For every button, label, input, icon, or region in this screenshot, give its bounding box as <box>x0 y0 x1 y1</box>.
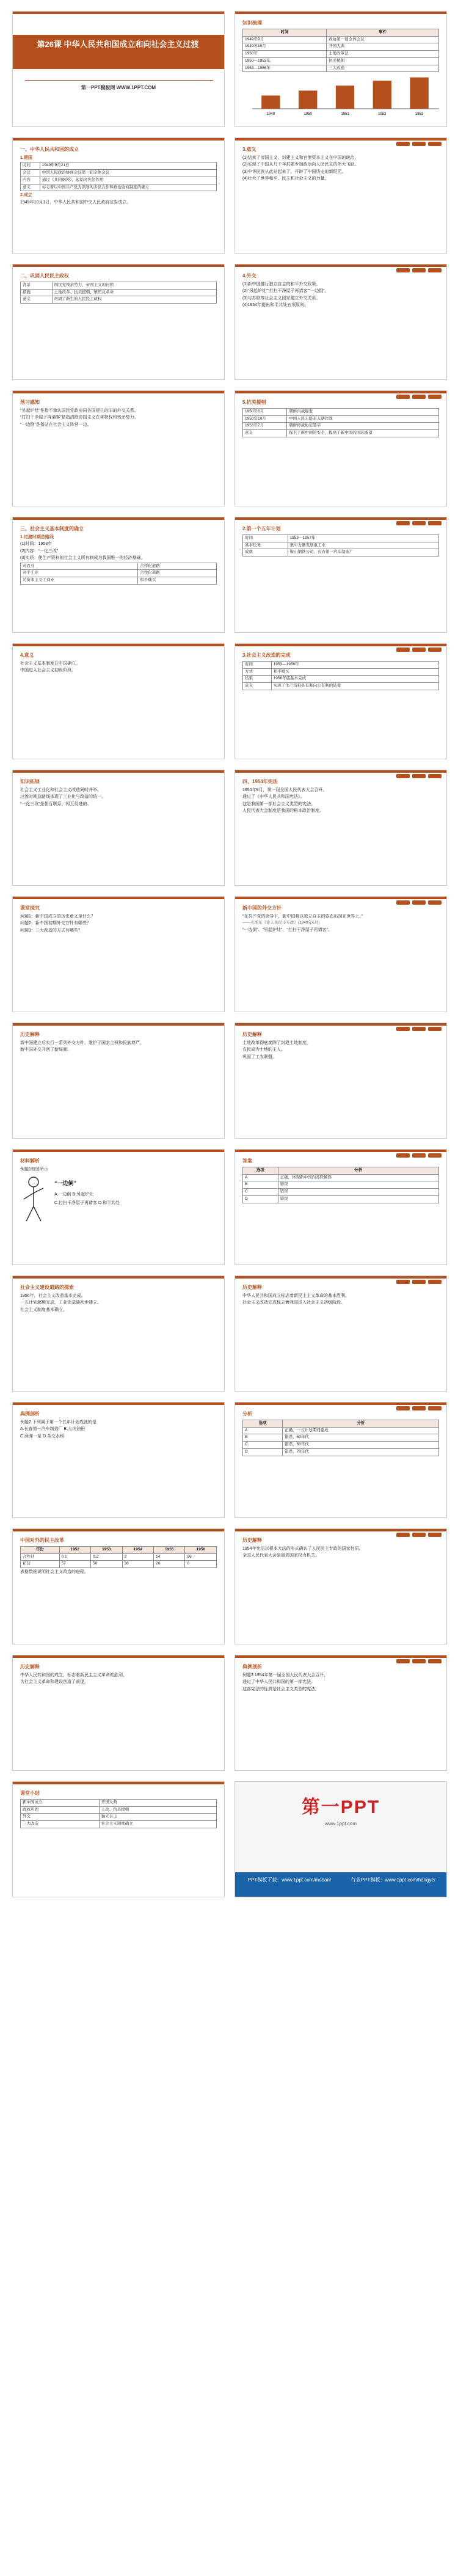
figure-illustration <box>20 1175 47 1222</box>
nav-tag[interactable] <box>428 774 442 778</box>
text-line: C.两弹一星 D.杂交水稻 <box>20 1434 64 1439</box>
text-line: 这是我国第一部社会主义类型的宪法。 <box>242 801 315 806</box>
table-row: 合作社 0.1 0.2 2 14 96 <box>21 1553 217 1561</box>
slide-heading: 5.抗美援朝 <box>242 400 266 405</box>
table-row: 时间 1949年9月21日 <box>21 162 217 170</box>
nav-tag[interactable] <box>412 1406 426 1410</box>
slide-heading: 历史解释 <box>20 1032 40 1037</box>
text-line: 1954年宪法以根本大法的形式确认了人民民主专政的国家性质。 <box>242 1546 363 1551</box>
slide-heading: 历史解释 <box>242 1032 262 1037</box>
text-line: 全国人民代表大会是最高国家权力机关。 <box>242 1553 319 1558</box>
slide-top-bar <box>235 770 446 773</box>
nav-tag[interactable] <box>412 774 426 778</box>
nav-tag[interactable] <box>428 648 442 652</box>
nav-tag[interactable] <box>412 648 426 652</box>
text-line: (1)结束了帝国主义、封建主义和官僚资本主义在中国的统治。 <box>242 155 359 160</box>
nav-tag[interactable] <box>412 521 426 525</box>
text-line: 农民成为土地的主人。 <box>242 1048 285 1053</box>
text-line: 中国进入社会主义初级阶段。 <box>20 668 76 673</box>
slide-answer <box>234 1149 447 1265</box>
footer-link-industry[interactable]: 行业PPT模板：www.1ppt.com/hangye/ <box>351 1877 436 1883</box>
slide-constitution <box>234 770 447 886</box>
text-line: 问题3：三大改造的方式有哪些？ <box>20 928 82 933</box>
slide-top-bar <box>13 897 224 899</box>
analysis-table: 选项 分析 A 正确，一五计划期间建成 B 错误，60年代 C 错误，60年代 D 错误，70年代 <box>242 1420 439 1456</box>
text-line: 社会主义基本制度在中国确立。 <box>20 661 80 666</box>
text-line: (3)中华民族从此站起来了，开辟了中国历史的新纪元。 <box>242 169 346 174</box>
text-line: “一边倒”、“另起炉灶”、“打扫干净屋子再请客”。 <box>242 928 332 932</box>
text-line: A.长春第一汽车制造厂 B.大庆油田 <box>20 1427 85 1432</box>
slide-top-bar <box>235 1529 446 1531</box>
slide-heading: 答案 <box>242 1158 252 1164</box>
slide-explanation <box>234 1275 447 1392</box>
nav-tag[interactable] <box>412 1659 426 1663</box>
slide-foreign-policy <box>234 896 447 1012</box>
table-row: C 错误 <box>243 1189 439 1196</box>
text-line: (2)实现了中国从几千年封建专制政治向人民民主的伟大飞跃。 <box>242 162 359 167</box>
slide-heading: 一、中华人民共和国的成立 <box>20 147 79 152</box>
slide-top-bar <box>235 1276 446 1279</box>
bar <box>336 86 354 109</box>
slide-heading: 知识拓展 <box>20 779 40 784</box>
slide-top-bar <box>13 1529 224 1531</box>
table-row: 政权巩固 土改、抗美援朝 <box>21 1806 217 1814</box>
nav-tag[interactable] <box>396 1533 410 1537</box>
nav-tag[interactable] <box>428 1659 442 1663</box>
slide-heading: 中国对外的民主改革 <box>20 1538 64 1543</box>
slide-summary <box>12 1781 225 1897</box>
table-row: A 正确，体现新中国向苏联倾斜 <box>243 1174 439 1181</box>
cover-footer: 第一PPT模板网 WWW.1PPT.COM <box>81 85 156 90</box>
table-row: 外交 独立自主 <box>21 1814 217 1821</box>
text-line: 新中国外交开创了新局面。 <box>20 1048 71 1053</box>
paragraph: 1949年10月1日，中华人民共和国中央人民政府宣告成立。 <box>20 200 131 205</box>
slide-top-bar <box>13 265 224 267</box>
info-table <box>20 162 217 191</box>
bar-chart <box>242 73 440 116</box>
slide-top-bar <box>13 644 224 646</box>
table-row: 背景 国民党残余势力、帝国主义的封锁 <box>21 282 217 289</box>
nav-tag[interactable] <box>396 268 410 272</box>
text-line: 社会主义改造完成标志着我国进入社会主义初级阶段。 <box>242 1301 345 1305</box>
nav-tag[interactable] <box>428 142 442 146</box>
info-table <box>242 661 439 690</box>
tick-label: 1951 <box>341 112 349 117</box>
slide-top-bar <box>235 1150 446 1152</box>
slide-explanation <box>12 1655 225 1771</box>
nav-tag[interactable] <box>396 900 410 905</box>
table-row: 1953—1956年 三大改造 <box>243 65 439 72</box>
timeline-table <box>242 29 439 73</box>
slide-example <box>12 1402 225 1518</box>
sub-heading: 1.过渡时期总路线 <box>20 535 54 539</box>
slide-heading: 新中国的外交方针 <box>242 905 282 911</box>
text-line: 这部宪法的性质是社会主义类型的宪法。 <box>242 1687 319 1691</box>
table-row: 意义 标志着以中国共产党为领导的多党合作和政治协商制度的确立 <box>21 184 217 191</box>
nav-tag[interactable] <box>396 521 410 525</box>
nav-tag[interactable] <box>396 1280 410 1284</box>
table-row: 会议 中国人民政治协商会议第一届全体会议 <box>21 170 217 177</box>
slide-cover <box>12 11 225 127</box>
nav-tag[interactable] <box>412 1027 426 1031</box>
table-row: B 错误，60年代 <box>243 1434 439 1442</box>
text-line: 新中国建立后实行一系列外交方针，维护了国家主权和民族尊严。 <box>20 1040 144 1045</box>
nav-tag[interactable] <box>396 142 410 146</box>
slide-heading: 社会主义建设道路的探索 <box>20 1285 74 1290</box>
text-line: 例题2 下列属于第一个五年计划成就的是 <box>20 1420 96 1425</box>
footer-link-templates[interactable]: PPT模板下载：www.1ppt.com/moban/ <box>247 1877 332 1883</box>
text-line: (2)内容：“一化三改” <box>20 549 59 553</box>
nav-tag[interactable] <box>428 1406 442 1410</box>
table-row: 时间 1953—1957年 <box>243 535 439 542</box>
table-header: 事件 <box>327 29 439 36</box>
table-row: 1949年9月 政协第一届全体会议 <box>243 36 439 43</box>
bar <box>261 96 280 109</box>
slide-heading: 4.外交 <box>242 273 256 279</box>
slide-extension <box>12 770 225 886</box>
slide-five-year-plan <box>234 517 447 633</box>
text-line: 问题2：新中国初期外交方针有哪些？ <box>20 921 91 926</box>
slide-heading: 三、社会主义基本制度的确立 <box>20 526 84 531</box>
slide-inquiry <box>12 896 225 1012</box>
slide-top-bar <box>235 265 446 267</box>
slide-analysis <box>234 1402 447 1518</box>
text-line: 表格数据说明社会主义改造的进程。 <box>20 1570 89 1575</box>
bar <box>410 78 428 109</box>
table-row: 基本任务 集中力量发展重工业 <box>243 542 439 549</box>
table-row: 新中国成立 开国大典 <box>21 1799 217 1806</box>
slide-top-bar <box>13 1276 224 1279</box>
table-row: D 错误 <box>243 1195 439 1203</box>
text-line: “在共产党的领导下，新中国将以独立自主的姿态出现在世界上。” <box>242 914 363 919</box>
slide-meaning <box>12 643 225 759</box>
slide-exploration <box>12 1275 225 1392</box>
nav-tag[interactable] <box>412 395 426 399</box>
text-line: 巩固了工农联盟。 <box>242 1054 277 1059</box>
slide-transformation <box>234 643 447 759</box>
question-label: 例题1如图所示 <box>20 1167 48 1172</box>
slide-top-bar <box>13 1150 224 1152</box>
text-line: 问题1：新中国成立的历史意义是什么？ <box>20 914 95 919</box>
nav-tag[interactable] <box>428 521 442 525</box>
tick-label: 1952 <box>378 112 387 117</box>
table-row: 意义 巩固了新生的人民民主政权 <box>21 296 217 304</box>
slide-data-table <box>12 1528 225 1644</box>
slide-preview <box>12 390 225 506</box>
table-row: 1950年10月 中国人民志愿军入朝作战 <box>243 415 439 423</box>
slide-diplomacy <box>234 264 447 380</box>
slide-top-bar <box>235 138 446 140</box>
slide-consolidation <box>12 264 225 380</box>
nav-tag[interactable] <box>412 900 426 905</box>
slide-heading: 二、巩固人民民主政权 <box>20 273 69 279</box>
table-row: 成就 鞍山钢铁公司、长春第一汽车制造厂 <box>243 549 439 556</box>
table-row: C 错误，60年代 <box>243 1442 439 1449</box>
slide-heading: 典例剖析 <box>20 1411 40 1417</box>
summary-table <box>20 1799 217 1828</box>
slide-top-bar <box>235 391 446 393</box>
slide-general-line <box>12 517 225 633</box>
text-line: 过渡时期总路线体现了工业化与改造的统一。 <box>20 795 106 800</box>
table-row: 1950年 土地改革法 <box>243 51 439 58</box>
nav-tag[interactable] <box>396 1027 410 1031</box>
nav-tag[interactable] <box>396 648 410 652</box>
nav-tag[interactable] <box>396 1406 410 1410</box>
slide-explanation <box>234 1023 447 1139</box>
slide-top-bar <box>235 1655 446 1658</box>
nav-tag[interactable] <box>412 268 426 272</box>
text-line: (2)“另起炉灶”“打扫干净屋子再请客”“一边倒”。 <box>242 289 329 294</box>
slide-significance <box>234 137 447 254</box>
table-row: 意义 实现了生产资料私有制向公有制的转变 <box>243 683 439 690</box>
text-line: “打扫干净屋子再请客”是指清除帝国主义在华特权和残余势力。 <box>20 415 139 420</box>
bar <box>373 81 391 109</box>
quote-text: “一边倒” <box>54 1180 77 1187</box>
slide-top-bar <box>235 897 446 899</box>
info-table <box>242 408 439 437</box>
nav-tag[interactable] <box>428 395 442 399</box>
option-line: A.一边倒 B.另起炉灶 <box>54 1192 94 1197</box>
text-line: 社会主义工业化和社会主义改造同时并举。 <box>20 787 101 792</box>
table-row: 1950—1953年 抗美援朝 <box>243 57 439 65</box>
tick-label: 1949 <box>266 112 275 117</box>
info-table <box>20 563 217 585</box>
slide-heading: 3.社会主义改造的完成 <box>242 652 291 658</box>
slide-top-bar <box>13 138 224 140</box>
slide-top-bar <box>13 517 224 520</box>
info-table <box>242 535 439 556</box>
tick-label: 1950 <box>304 112 312 117</box>
nav-tag[interactable] <box>412 1153 426 1158</box>
slide-heading: 3.意义 <box>242 147 256 152</box>
table-header: 时间 <box>243 29 327 36</box>
text-line: 1954年9月，第一届全国人民代表大会召开。 <box>242 787 327 792</box>
slide-heading: 预习感知 <box>20 400 40 405</box>
nav-tag[interactable] <box>428 1027 442 1031</box>
brand-logo: 第一PPT <box>301 1797 380 1817</box>
text-line: (1)时间：1953年 <box>20 542 53 547</box>
slide-top-bar <box>235 517 446 520</box>
info-table <box>20 282 217 304</box>
slide-explanation <box>12 1023 225 1139</box>
table-row: 对手工业 合作化道路 <box>21 570 217 577</box>
slide-heading: 材料解析 <box>20 1158 40 1164</box>
slide-heading: 典例剖析 <box>242 1664 262 1669</box>
text-line: “一化三改”是相互联系、相互促进的。 <box>20 801 92 806</box>
table-row: 1950年6月 朝鲜内战爆发 <box>243 408 439 415</box>
footer-bar <box>235 1872 446 1897</box>
slide-heading: 历史解释 <box>242 1285 262 1290</box>
table-row: 对资本主义工商业 和平赎买 <box>21 577 217 585</box>
table-row: 措施 土地改革、抗美援朝、镇压反革命 <box>21 289 217 296</box>
nav-tag[interactable] <box>412 1533 426 1537</box>
slide-logo <box>234 1781 447 1897</box>
table-row: 1953年7月 朝鲜停战协定签字 <box>243 423 439 430</box>
text-line: (1)新中国推行独立自主的和平外交政策。 <box>242 282 321 286</box>
text-line: 为社会主义革命和建设创造了前提。 <box>20 1680 89 1685</box>
table-row: A 正确，一五计划期间建成 <box>243 1427 439 1434</box>
slide-top-bar <box>235 12 446 14</box>
nav-tag[interactable] <box>428 1153 442 1158</box>
text-line: ——毛泽东《论人民民主专政》(1949年6月) <box>242 921 320 925</box>
nav-tag[interactable] <box>396 774 410 778</box>
nav-tag[interactable] <box>428 1280 442 1284</box>
cover-title: 第26课 中华人民共和国成立和向社会主义过渡 <box>37 40 199 49</box>
table-row: 内容 通过《共同纲领》，起临时宪法作用 <box>21 177 217 184</box>
slide-heading: 4.意义 <box>20 652 34 658</box>
slide-heading: 课堂探究 <box>20 905 40 911</box>
slide-heading: 分析 <box>242 1411 252 1417</box>
brand-url[interactable]: www.1ppt.com <box>324 1821 357 1826</box>
slide-top-bar <box>13 12 224 14</box>
slide-heading: 历史解释 <box>242 1538 262 1543</box>
illustration <box>20 1175 217 1222</box>
slide-top-bar <box>13 1403 224 1405</box>
text-line: 中华人民共和国的成立，标志着新民主主义革命的胜利， <box>20 1673 127 1677</box>
slide-top-bar <box>13 1655 224 1658</box>
table-row: 对农业 合作化道路 <box>21 563 217 570</box>
tick-label: 1953 <box>415 112 424 117</box>
nav-tag[interactable] <box>412 1280 426 1284</box>
bar <box>299 91 317 109</box>
table-row: 时间 1953—1956年 <box>243 661 439 668</box>
text-line: 通过了《中华人民共和国宪法》。 <box>242 795 305 800</box>
option-line: C.打扫干净屋子再请客 D.和平共处 <box>54 1201 120 1206</box>
nav-tag[interactable] <box>428 900 442 905</box>
nav-tag[interactable] <box>396 1153 410 1158</box>
slide-top-bar <box>235 1023 446 1026</box>
analysis-table: 选项 分析 A 正确，体现新中国向苏联倾斜 B 错误 C 错误 D 错误 <box>242 1167 439 1203</box>
text-line: (4)壮大了世界和平、民主和社会主义的力量。 <box>242 177 329 181</box>
text-line: (4)1954年提出和平共处五项原则。 <box>242 303 309 308</box>
text-line: “另起炉灶”是指不承认国民党政府同各国建立的旧的外交关系。 <box>20 408 139 413</box>
table-row: 私营 57 50 38 26 0 <box>21 1561 217 1568</box>
slide-founding <box>12 137 225 254</box>
slide-example <box>234 1655 447 1771</box>
slide-heading: 2.第一个五年计划 <box>242 526 281 531</box>
text-line: (3)与苏联等社会主义国家建立外交关系。 <box>242 296 321 301</box>
nav-tag[interactable] <box>412 142 426 146</box>
table-row: 结果 1956年底基本完成 <box>243 676 439 683</box>
slide-top-bar <box>13 1782 224 1784</box>
slide-korea-war <box>234 390 447 506</box>
nav-tag[interactable] <box>396 395 410 399</box>
slide-top-bar <box>235 1403 446 1405</box>
table-row: 1949年10月 开国大典 <box>243 43 439 51</box>
slide-heading: 知识梳理 <box>242 20 262 26</box>
slide-material <box>12 1149 225 1265</box>
nav-tag[interactable] <box>396 1659 410 1663</box>
text-line: 通过了中华人民共和国的第一部宪法。 <box>242 1680 315 1685</box>
data-table: 年份 1952 1953 1954 1955 1956 合作社 0.1 0.2 2 14 96 私营 57 50 38 26 0 <box>20 1546 217 1568</box>
slide-top-bar <box>13 391 224 393</box>
slide-heading: 历史解释 <box>20 1664 40 1669</box>
sub-heading: 2.成立 <box>20 193 32 198</box>
table-row: B 错误 <box>243 1181 439 1189</box>
text-line: 人民代表大会制度是我国的根本政治制度。 <box>242 809 324 814</box>
text-line: 中华人民共和国成立标志着新民主主义革命的基本胜利。 <box>242 1293 349 1298</box>
nav-tag[interactable] <box>428 268 442 272</box>
slide-heading: 四、1954年宪法 <box>242 779 278 784</box>
text-line: “一边倒”是指站在社会主义阵营一边。 <box>20 422 92 427</box>
cover-divider <box>25 80 213 81</box>
table-row: 意义 保卫了新中国的安全，提高了新中国的国际威望 <box>243 430 439 437</box>
text-line: 1956年，社会主义改造基本完成。 <box>20 1293 85 1298</box>
slide-heading: 课堂小结 <box>20 1790 40 1796</box>
text-line: (3)实质：使生产资料的社会主义所有制成为我国唯一的经济基础。 <box>20 556 145 561</box>
text-line: 土地改革彻底废除了封建土地制度。 <box>242 1040 311 1045</box>
sub-heading: 1.建国 <box>20 155 32 160</box>
slide-timeline-chart <box>234 11 447 127</box>
slide-top-bar <box>13 770 224 773</box>
table-row: 方式 和平赎买 <box>243 668 439 676</box>
text-line: 一五计划超额完成，工业化基础初步建立。 <box>20 1301 101 1305</box>
nav-tag[interactable] <box>428 1533 442 1537</box>
slide-top-bar <box>235 644 446 646</box>
table-row: D 错误，70年代 <box>243 1448 439 1456</box>
text-line: 社会主义制度基本确立。 <box>20 1307 67 1312</box>
slide-top-bar <box>13 1023 224 1026</box>
table-row: 三大改造 社会主义制度确立 <box>21 1821 217 1828</box>
text-line: 例题3 1954年第一届全国人民代表大会召开， <box>242 1673 329 1677</box>
slide-explanation <box>234 1528 447 1644</box>
